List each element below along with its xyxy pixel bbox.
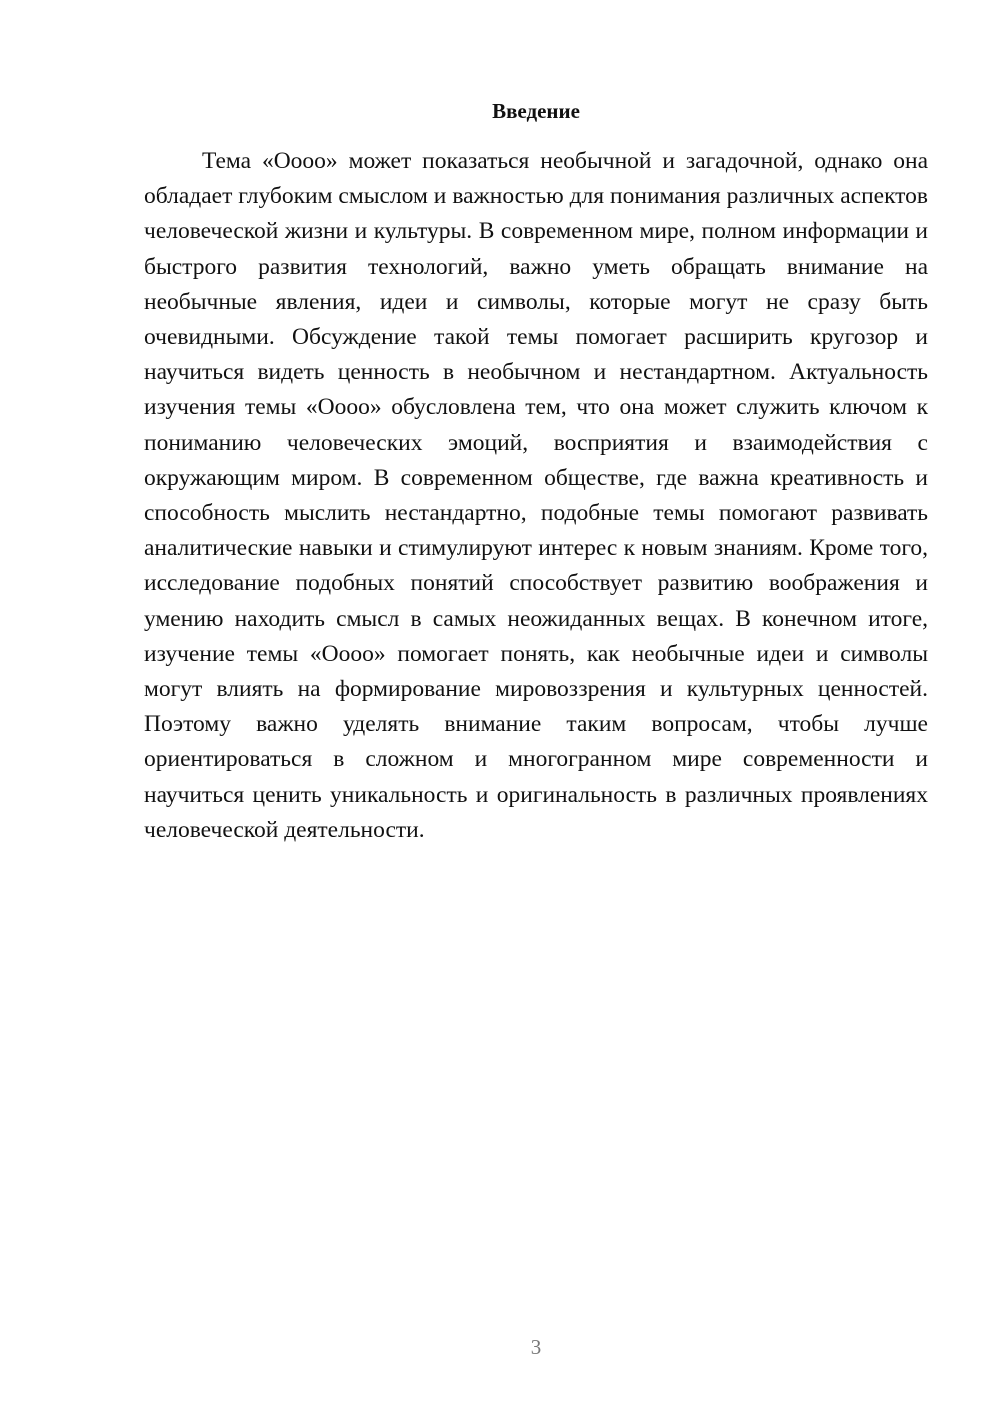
body-paragraph: Тема «Оооо» может показаться необычной и загадочной, однако она обладает глубоким смыслом и важностью для понимания различных аспектов человеческой жизни и культуры. В современном мире, полном информации и быстрого развития технологий, важно уметь обращать внимание на необычные явления, идеи и символы, которые могут не сразу быть очевидными. Обсуждение такой темы помогает расширить кругозор и научиться видеть ценность в необычном и нестандартном. Актуальность изучения темы «Оооо» обусловлена тем, что она может служить ключом к пониманию человеческих эмоций, восприятия и взаимодействия с окружающим миром. В современном обществе, где важна креативность и способность мыслить нестандартно, подобные темы помогают развивать аналитические навыки и стимулируют интерес к новым знаниям. Кроме того, исследование подобных понятий способствует развитию воображения и умению находить смысл в самых неожиданных вещах. В конечном итоге, изучение темы «Оооо» помогает понять, как необычные идеи и символы могут влиять на формирование мировоззрения и культурных ценностей. Поэтому важно уделять внимание таким вопросам, чтобы лучше ориентироваться в сложном и многогранном мире современности и научиться ценить уникальность и оригинальность в различных проявлениях человеческой деятельности. <box>144 148 928 843</box>
page-number: 3 <box>530 1335 542 1359</box>
section-heading: Введение <box>492 99 580 123</box>
